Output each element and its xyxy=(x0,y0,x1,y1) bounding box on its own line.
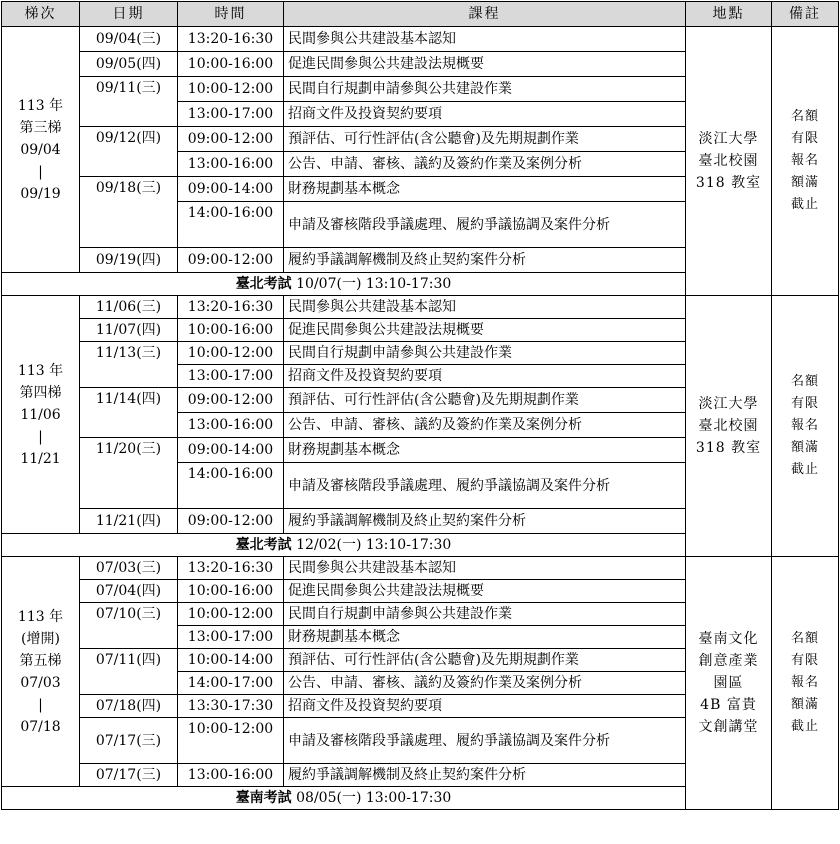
exam-label: 臺南考試 xyxy=(235,790,292,806)
date-cell: 09/05(四) xyxy=(80,52,178,77)
time-cell: 10:00-14:00 xyxy=(178,649,284,672)
time-cell: 09:00-12:00 xyxy=(178,127,284,152)
course-cell: 履約爭議調解機制及終止契約案件分析 xyxy=(284,509,686,534)
date-cell: 07/17(三) xyxy=(80,764,178,787)
exam-time: 12/02(一) 13:10-17:30 xyxy=(296,537,452,553)
time-cell: 13:00-16:00 xyxy=(178,764,284,787)
course-cell: 民間參與公共建設基本認知 xyxy=(284,27,686,52)
course-cell: 預評估、可行性評估(含公聽會)及先期規劃作業 xyxy=(284,127,686,152)
header-course: 課程 xyxy=(284,2,686,27)
date-cell: 09/11(三) xyxy=(80,77,178,127)
date-cell: 09/19(四) xyxy=(80,248,178,273)
course-cell: 預評估、可行性評估(含公聽會)及先期規劃作業 xyxy=(284,649,686,672)
course-cell: 招商文件及投資契約要項 xyxy=(284,695,686,718)
time-cell: 13:30-17:30 xyxy=(178,695,284,718)
course-schedule-table xyxy=(1,1,839,810)
header-time: 時間 xyxy=(178,2,284,27)
batch-label: 113 年 (增開) 第五梯 07/03 | 07/18 xyxy=(2,557,80,787)
time-cell: 10:00-16:00 xyxy=(178,580,284,603)
date-cell: 07/18(四) xyxy=(80,695,178,718)
location-cell: 淡江大學 臺北校園 318 教室 xyxy=(686,27,772,296)
table-row xyxy=(2,557,839,580)
date-cell: 09/18(三) xyxy=(80,177,178,248)
header-location: 地點 xyxy=(686,2,772,27)
course-cell: 履約爭議調解機制及終止契約案件分析 xyxy=(284,764,686,787)
course-cell: 申請及審核階段爭議處理、履約爭議協調及案件分析 xyxy=(284,718,686,764)
note-cell: 名額 有限 報名 額滿 截止 xyxy=(772,296,839,557)
header-date: 日期 xyxy=(80,2,178,27)
course-cell: 申請及審核階段爭議處理、履約爭議協調及案件分析 xyxy=(284,463,686,509)
time-cell: 13:20-16:30 xyxy=(178,27,284,52)
date-cell: 09/12(四) xyxy=(80,127,178,177)
time-cell: 14:00-16:00 xyxy=(178,463,284,509)
time-cell: 13:00-17:00 xyxy=(178,102,284,127)
date-cell: 11/20(三) xyxy=(80,438,178,509)
time-cell: 09:00-12:00 xyxy=(178,248,284,273)
time-cell: 09:00-12:00 xyxy=(178,388,284,413)
course-cell: 公告、申請、審核、議約及簽約作業及案例分析 xyxy=(284,672,686,695)
header-note: 備註 xyxy=(772,2,839,27)
exam-info xyxy=(2,787,686,810)
time-cell: 10:00-12:00 xyxy=(178,718,284,764)
course-cell: 促進民間參與公共建設法規概要 xyxy=(284,52,686,77)
exam-label: 臺北考試 xyxy=(235,276,292,292)
course-cell: 財務規劃基本概念 xyxy=(284,626,686,649)
course-cell: 民間自行規劃申請參與公共建設作業 xyxy=(284,77,686,102)
exam-time: 10/07(一) 13:10-17:30 xyxy=(296,276,452,292)
time-cell: 10:00-12:00 xyxy=(178,342,284,365)
date-cell: 11/13(三) xyxy=(80,342,178,388)
date-cell: 09/04(三) xyxy=(80,27,178,52)
time-cell: 13:00-16:00 xyxy=(178,413,284,438)
course-cell: 招商文件及投資契約要項 xyxy=(284,102,686,127)
time-cell: 13:00-16:00 xyxy=(178,152,284,177)
course-cell: 財務規劃基本概念 xyxy=(284,438,686,463)
batch-label: 113 年 第三梯 09/04 | 09/19 xyxy=(2,27,80,273)
table-row xyxy=(2,296,839,319)
course-cell: 公告、申請、審核、議約及簽約作業及案例分析 xyxy=(284,413,686,438)
date-cell: 07/11(四) xyxy=(80,649,178,695)
time-cell: 10:00-12:00 xyxy=(178,77,284,102)
date-cell: 07/04(四) xyxy=(80,580,178,603)
date-cell: 11/21(四) xyxy=(80,509,178,534)
time-cell: 10:00-12:00 xyxy=(178,603,284,626)
time-cell: 14:00-16:00 xyxy=(178,202,284,248)
course-cell: 民間參與公共建設基本認知 xyxy=(284,296,686,319)
time-cell: 14:00-17:00 xyxy=(178,672,284,695)
course-cell: 預評估、可行性評估(含公聽會)及先期規劃作業 xyxy=(284,388,686,413)
exam-time: 08/05(一) 13:00-17:30 xyxy=(296,790,452,806)
time-cell: 13:20-16:30 xyxy=(178,296,284,319)
table-row xyxy=(2,27,839,52)
location-cell: 臺南文化 創意產業 園區 4B 富貴 文創講堂 xyxy=(686,557,772,810)
course-cell: 履約爭議調解機制及終止契約案件分析 xyxy=(284,248,686,273)
date-cell: 07/03(三) xyxy=(80,557,178,580)
exam-info xyxy=(2,273,686,296)
batch-label: 113 年 第四梯 11/06 | 11/21 xyxy=(2,296,80,534)
date-cell: 11/06(三) xyxy=(80,296,178,319)
course-cell: 招商文件及投資契約要項 xyxy=(284,365,686,388)
time-cell: 09:00-14:00 xyxy=(178,438,284,463)
exam-info xyxy=(2,534,686,557)
date-cell: 07/10(三) xyxy=(80,603,178,649)
exam-label: 臺北考試 xyxy=(235,537,292,553)
date-cell: 07/17(三) xyxy=(80,718,178,764)
course-cell: 民間自行規劃申請參與公共建設作業 xyxy=(284,603,686,626)
header-row xyxy=(2,2,839,27)
time-cell: 13:00-17:00 xyxy=(178,365,284,388)
time-cell: 10:00-16:00 xyxy=(178,319,284,342)
course-cell: 民間參與公共建設基本認知 xyxy=(284,557,686,580)
course-cell: 申請及審核階段爭議處理、履約爭議協調及案件分析 xyxy=(284,202,686,248)
header-batch: 梯次 xyxy=(2,2,80,27)
course-cell: 公告、申請、審核、議約及簽約作業及案例分析 xyxy=(284,152,686,177)
date-cell: 11/07(四) xyxy=(80,319,178,342)
time-cell: 13:20-16:30 xyxy=(178,557,284,580)
location-cell: 淡江大學 臺北校園 318 教室 xyxy=(686,296,772,557)
course-cell: 民間自行規劃申請參與公共建設作業 xyxy=(284,342,686,365)
time-cell: 10:00-16:00 xyxy=(178,52,284,77)
time-cell: 09:00-14:00 xyxy=(178,177,284,202)
time-cell: 09:00-12:00 xyxy=(178,509,284,534)
course-cell: 促進民間參與公共建設法規概要 xyxy=(284,580,686,603)
date-cell: 11/14(四) xyxy=(80,388,178,438)
course-cell: 財務規劃基本概念 xyxy=(284,177,686,202)
time-cell: 13:00-17:00 xyxy=(178,626,284,649)
note-cell: 名額 有限 報名 額滿 截止 xyxy=(772,557,839,810)
note-cell: 名額 有限 報名 額滿 截止 xyxy=(772,27,839,296)
course-cell: 促進民間參與公共建設法規概要 xyxy=(284,319,686,342)
